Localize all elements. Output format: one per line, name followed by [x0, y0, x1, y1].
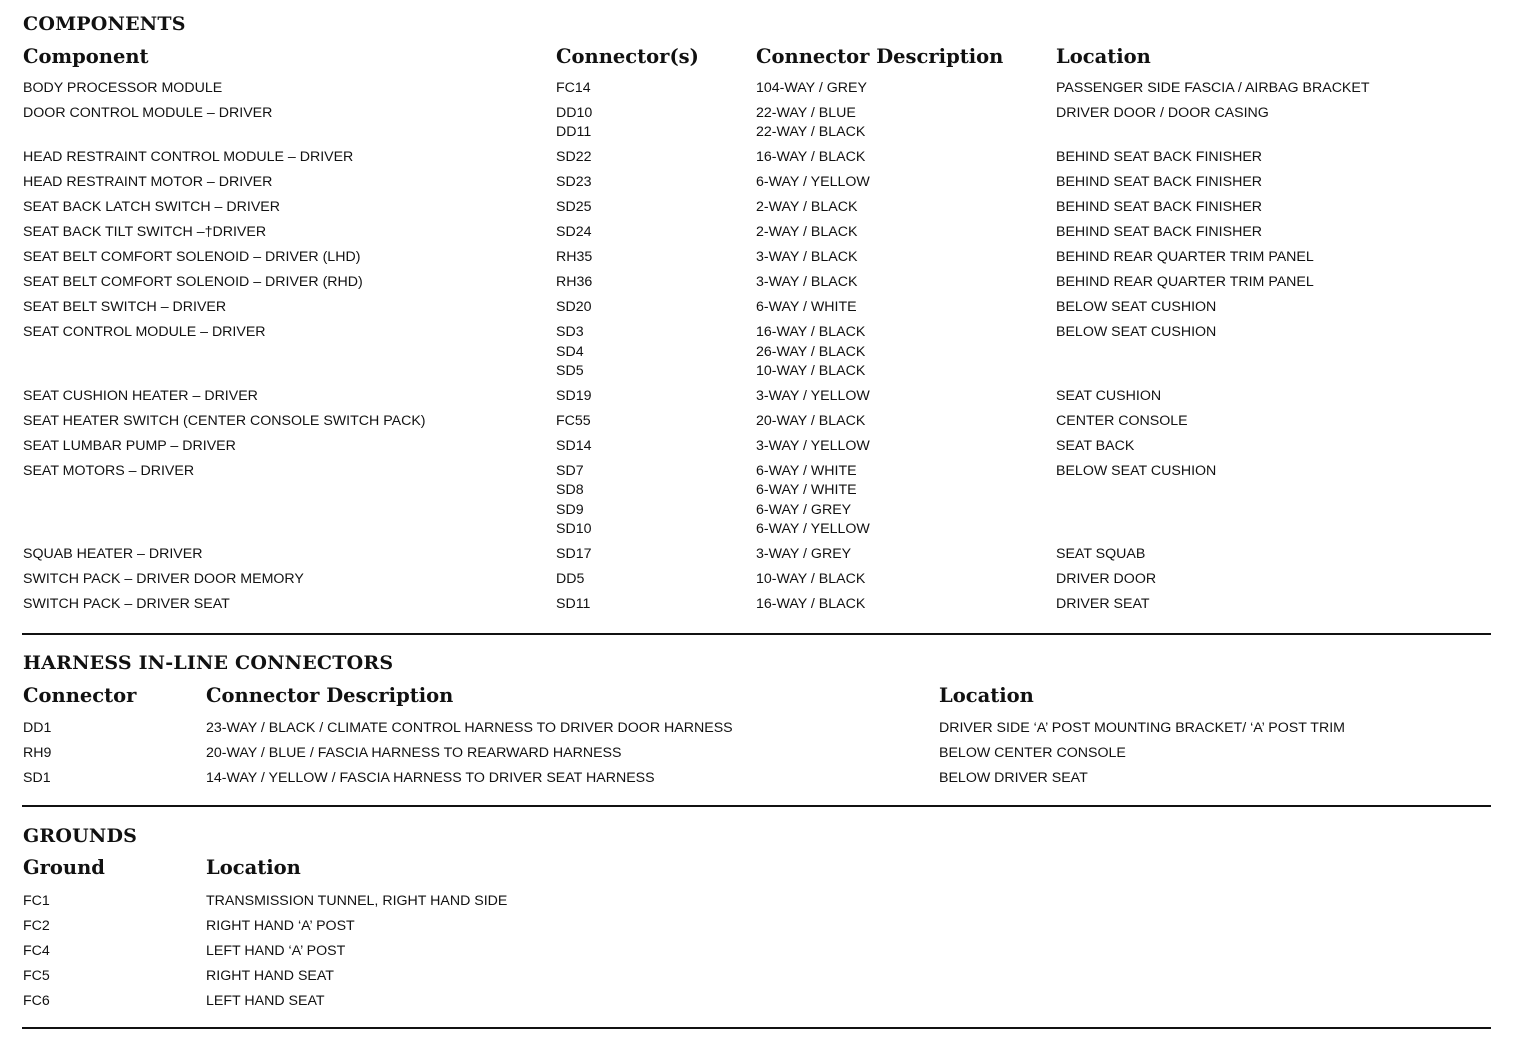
ground-id: FC6: [23, 993, 50, 1009]
connector-description: 6-WAY / YELLOW: [756, 520, 870, 537]
component-location: BEHIND SEAT BACK FINISHER: [1056, 199, 1263, 216]
component-location: CENTER CONSOLE: [1056, 412, 1188, 429]
connector-column-header: Connector: [23, 684, 137, 707]
component-location: SEAT CUSHION: [1056, 387, 1162, 404]
location-column-header: Location: [1056, 45, 1151, 68]
component-name: SEAT BELT COMFORT SOLENOID – DRIVER (LHD): [23, 249, 361, 266]
connector-description: 3-WAY / GREY: [756, 545, 852, 562]
component-name: SEAT MOTORS – DRIVER: [23, 462, 195, 479]
connector-description: 10-WAY / BLACK: [756, 570, 866, 587]
component-name: HEAD RESTRAINT CONTROL MODULE – DRIVER: [23, 149, 354, 166]
ground-id: FC1: [23, 893, 50, 909]
connector-id: SD23: [556, 174, 592, 191]
connector-description: 6-WAY / WHITE: [756, 462, 857, 479]
connector-description: 20-WAY / BLACK: [756, 412, 866, 429]
component-location: BELOW SEAT CUSHION: [1056, 299, 1217, 316]
component-location: BEHIND SEAT BACK FINISHER: [1056, 149, 1263, 166]
connector-description: 2-WAY / BLACK: [756, 199, 858, 216]
ground-column-header: Ground: [23, 856, 105, 879]
connector-id: RH36: [556, 274, 593, 291]
ground-location: LEFT HAND ‘A’ POST: [206, 943, 346, 959]
harness-description: 23-WAY / BLACK / CLIMATE CONTROL HARNESS TO DRIVER DOOR HARNESS: [206, 720, 733, 736]
component-name: SEAT BACK TILT SWITCH –†DRIVER: [23, 224, 267, 241]
connector-description: 16-WAY / BLACK: [756, 149, 866, 166]
connector-id: SD8: [556, 482, 584, 499]
connector-id: DD5: [556, 570, 585, 587]
harness-description: 20-WAY / BLUE / FASCIA HARNESS TO REARWARD HARNESS: [206, 745, 622, 761]
component-location: BELOW SEAT CUSHION: [1056, 462, 1217, 479]
connector-id: SD3: [556, 324, 584, 341]
connector-description: 104-WAY / GREY: [756, 80, 867, 96]
component-location: BEHIND REAR QUARTER TRIM PANEL: [1056, 274, 1314, 291]
component-location: BEHIND SEAT BACK FINISHER: [1056, 174, 1263, 191]
connector-description: 3-WAY / BLACK: [756, 249, 858, 266]
connector-id: SD9: [556, 501, 584, 518]
component-name: SEAT LUMBAR PUMP – DRIVER: [23, 437, 236, 454]
component-name: DOOR CONTROL MODULE – DRIVER: [23, 105, 273, 121]
connector-id: SD4: [556, 343, 584, 360]
connector-id: SD17: [556, 545, 592, 562]
ground-id: FC2: [23, 918, 50, 934]
component-name: HEAD RESTRAINT MOTOR – DRIVER: [23, 174, 273, 191]
component-name: BODY PROCESSOR MODULE: [23, 80, 223, 96]
harness-connector-id: DD1: [23, 720, 52, 736]
component-location: SEAT BACK: [1056, 437, 1135, 454]
component-location: DRIVER DOOR: [1056, 570, 1157, 587]
ground-location-column-header: Location: [206, 856, 301, 879]
ground-id: FC5: [23, 968, 50, 984]
component-location: SEAT SQUAB: [1056, 545, 1146, 562]
component-name: SEAT CUSHION HEATER – DRIVER: [23, 387, 258, 404]
harness-description: 14-WAY / YELLOW / FASCIA HARNESS TO DRIVER SEAT HARNESS: [206, 770, 655, 786]
component-name: SEAT BELT SWITCH – DRIVER: [23, 299, 227, 316]
section-divider: [22, 805, 1491, 807]
connector-description: 3-WAY / BLACK: [756, 274, 858, 291]
ground-location: TRANSMISSION TUNNEL, RIGHT HAND SIDE: [206, 893, 508, 909]
component-location: BEHIND REAR QUARTER TRIM PANEL: [1056, 249, 1314, 266]
connector-id: RH35: [556, 249, 593, 266]
component-location: PASSENGER SIDE FASCIA / AIRBAG BRACKET: [1056, 80, 1370, 96]
connector-description: 26-WAY / BLACK: [756, 343, 866, 360]
component-name: SWITCH PACK – DRIVER DOOR MEMORY: [23, 570, 304, 587]
connector-id: SD20: [556, 299, 592, 316]
component-name: SEAT HEATER SWITCH (CENTER CONSOLE SWITCH PACK): [23, 412, 426, 429]
ground-location: RIGHT HAND SEAT: [206, 968, 334, 984]
ground-location: RIGHT HAND ‘A’ POST: [206, 918, 355, 934]
connector-description: 10-WAY / BLACK: [756, 362, 866, 379]
component-name: SWITCH PACK – DRIVER SEAT: [23, 595, 230, 612]
connector-description: 16-WAY / BLACK: [756, 324, 866, 341]
connector-id: SD24: [556, 224, 592, 241]
harness-connector-id: SD1: [23, 770, 51, 786]
connector-description: 6-WAY / WHITE: [756, 482, 857, 499]
ground-id: FC4: [23, 943, 50, 959]
harness-connector-id: RH9: [23, 745, 52, 761]
connector-id: SD22: [556, 149, 592, 166]
components-title: COMPONENTS: [23, 13, 186, 35]
connector-id: SD11: [556, 595, 591, 612]
connector-id: SD19: [556, 387, 592, 404]
component-location: BEHIND SEAT BACK FINISHER: [1056, 224, 1263, 241]
connector-id: DD10: [556, 105, 593, 121]
connector-description: 3-WAY / YELLOW: [756, 437, 870, 454]
connector-description: 6-WAY / WHITE: [756, 299, 857, 316]
harness-location: BELOW DRIVER SEAT: [939, 770, 1088, 786]
harness-description-column-header: Connector Description: [206, 684, 454, 707]
connector-description-column-header: Connector Description: [756, 45, 1004, 68]
connector-id: SD7: [556, 462, 584, 479]
connector-id: SD25: [556, 199, 592, 216]
component-location: BELOW SEAT CUSHION: [1056, 324, 1217, 341]
connector-id: DD11: [556, 124, 592, 141]
connector-description: 6-WAY / YELLOW: [756, 174, 870, 191]
section-divider: [22, 1027, 1491, 1029]
connector-description: 3-WAY / YELLOW: [756, 387, 870, 404]
connector-description: 22-WAY / BLACK: [756, 124, 866, 141]
connector-description: 2-WAY / BLACK: [756, 224, 858, 241]
connector-id: SD14: [556, 437, 592, 454]
connector-description: 22-WAY / BLUE: [756, 105, 856, 121]
component-name: SEAT CONTROL MODULE – DRIVER: [23, 324, 266, 341]
harness-title: HARNESS IN-LINE CONNECTORS: [23, 652, 394, 674]
connector-id: SD5: [556, 362, 584, 379]
component-location: DRIVER SEAT: [1056, 595, 1150, 612]
component-name: SEAT BELT COMFORT SOLENOID – DRIVER (RHD): [23, 274, 363, 291]
component-column-header: Component: [23, 45, 149, 68]
connector-id: SD10: [556, 520, 592, 537]
connectors-column-header: Connector(s): [556, 45, 699, 68]
grounds-title: GROUNDS: [23, 825, 138, 847]
harness-location: BELOW CENTER CONSOLE: [939, 745, 1126, 761]
section-divider: [22, 633, 1491, 635]
component-name: SEAT BACK LATCH SWITCH – DRIVER: [23, 199, 280, 216]
connector-description: 16-WAY / BLACK: [756, 595, 866, 612]
harness-location: DRIVER SIDE ‘A’ POST MOUNTING BRACKET/ ‘A’ POST TRIM: [939, 720, 1345, 736]
component-location: DRIVER DOOR / DOOR CASING: [1056, 105, 1269, 121]
connector-id: FC55: [556, 412, 591, 429]
harness-location-column-header: Location: [939, 684, 1034, 707]
ground-location: LEFT HAND SEAT: [206, 993, 325, 1009]
connector-description: 6-WAY / GREY: [756, 501, 852, 518]
component-name: SQUAB HEATER – DRIVER: [23, 545, 203, 562]
connector-id: FC14: [556, 80, 591, 96]
